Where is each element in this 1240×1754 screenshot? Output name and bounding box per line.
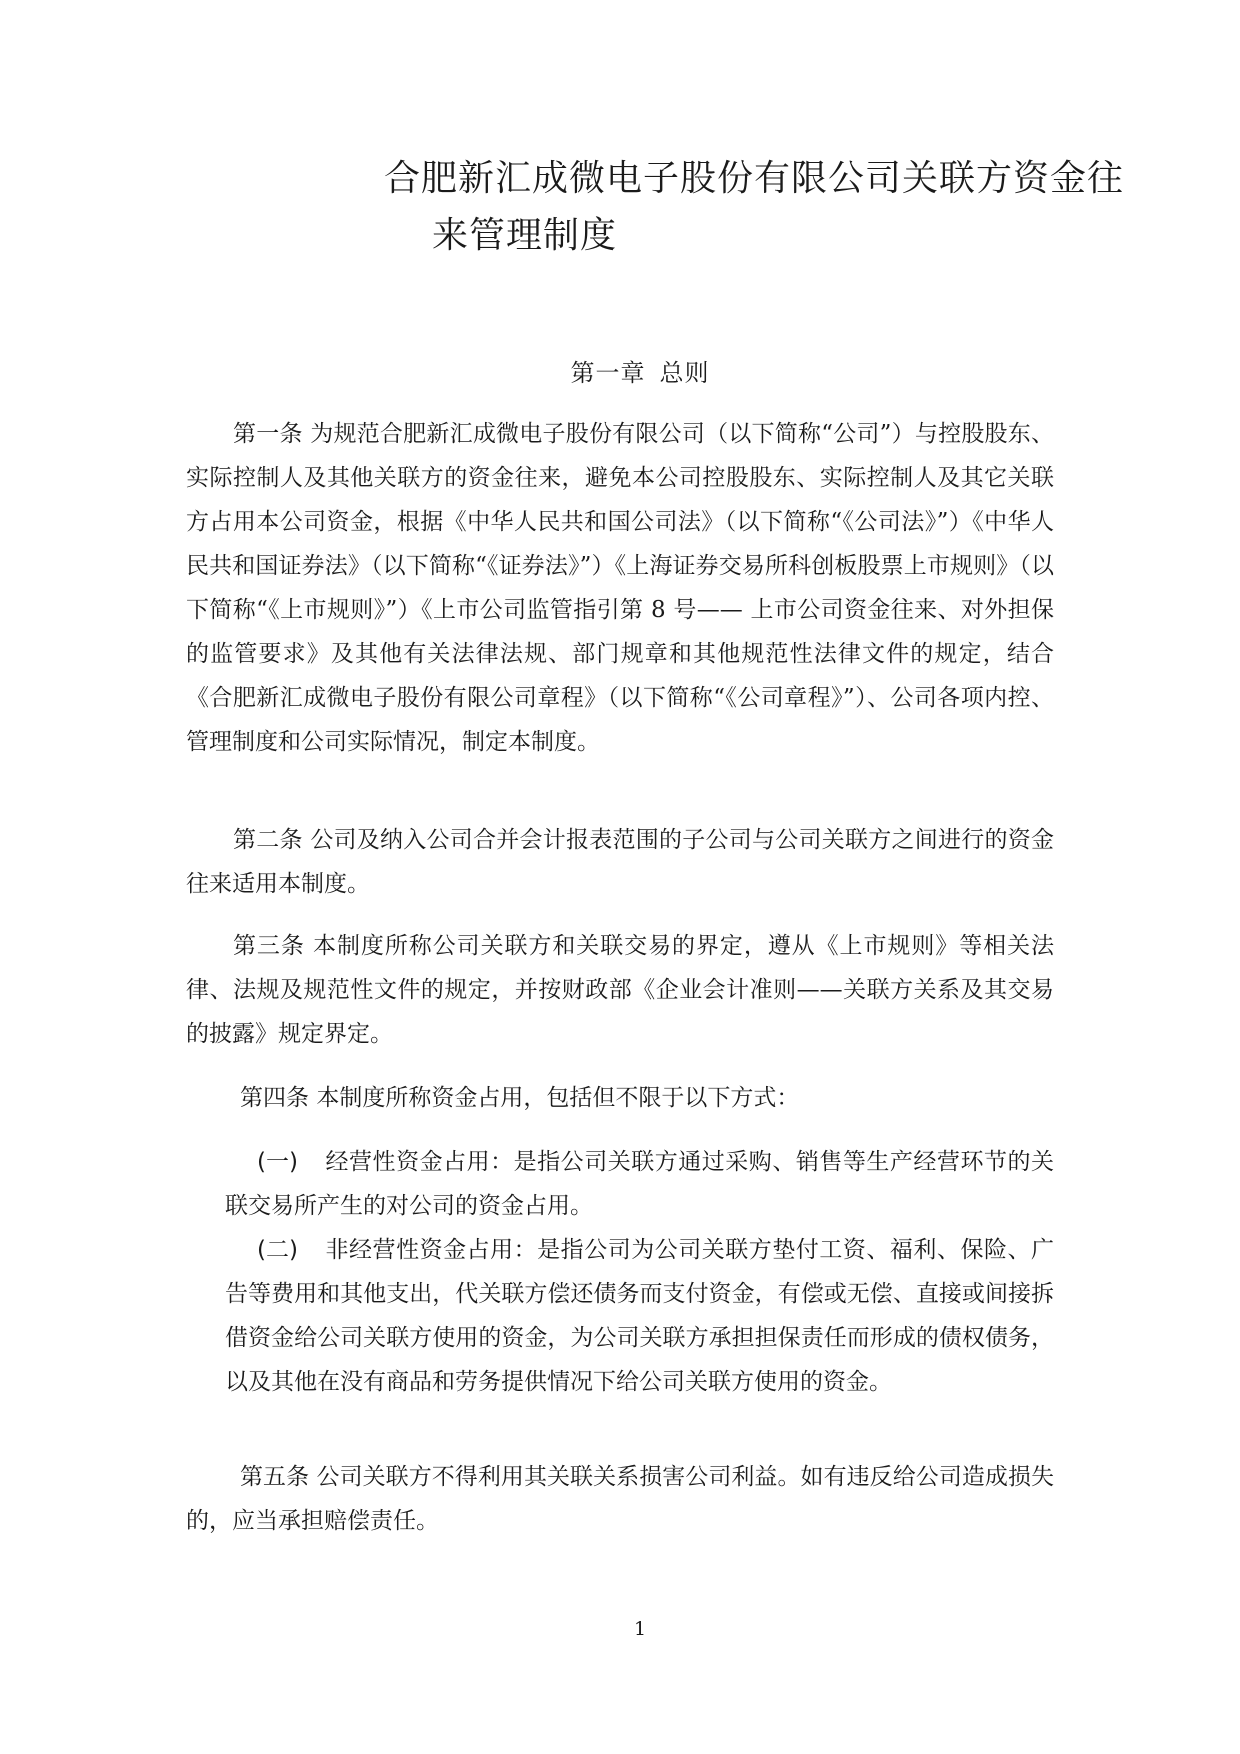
article-label: 第三条	[233, 933, 305, 959]
article-4	[186, 1076, 1054, 1120]
chapter-name: 总则	[659, 359, 710, 387]
article-label: 第一条	[233, 421, 303, 447]
list-item-text: 经营性资金占用：是指公司关联方通过采购、销售等生产经营环节的关联交易所产生的对公司的资金占用。	[225, 1149, 1054, 1219]
article-text: 公司关联方不得利用其关联关系损害公司利益。如有违反给公司造成损失的，应当承担赔偿责任。	[186, 1464, 1055, 1534]
list-item-marker: (二)	[257, 1237, 298, 1263]
document-title-line-2: 来管理制度	[432, 215, 618, 256]
article-5	[186, 1455, 1054, 1543]
article-2	[186, 818, 1054, 906]
list-item-text: 非经营性资金占用：是指公司为公司关联方垫付工资、福利、保险、广告等费用和其他支出，代关联方偿还债务而支付资金，有偿或无偿、直接或间接拆借资金给公司关联方使用的资金，为公司关联方承担担保责任而形成的债权债务，以及其他在没有商品和劳务提供情况下给公司关联方使用的资金。	[225, 1237, 1054, 1395]
article-3	[186, 924, 1054, 1056]
list-item-marker: (一)	[257, 1149, 298, 1175]
article-label: 第四条	[240, 1085, 309, 1111]
article-text: 公司及纳入公司合并会计报表范围的子公司与公司关联方之间进行的资金往来适用本制度。	[186, 827, 1055, 897]
chapter-number: 第一章	[570, 359, 646, 387]
article-1	[186, 412, 1054, 764]
list-item	[225, 1140, 1054, 1228]
list-item	[225, 1228, 1054, 1404]
article-label: 第二条	[233, 827, 303, 853]
page-number: 1	[633, 1618, 647, 1640]
article-text: 本制度所称资金占用，包括但不限于以下方式：	[316, 1085, 800, 1111]
document-title-line-1: 合肥新汇成微电子股份有限公司关联方资金往	[384, 158, 1125, 199]
article-text: 为规范合肥新汇成微电子股份有限公司（以下简称“公司”）与控股股东、实际控制人及其他关联方的资金往来，避免本公司控股股东、实际控制人及其它关联方占用本公司资金，根据《中华人民共和国公司法》（以下简称“《公司法》”）《中华人民共和国证券法》（以下简称“《证券法》”）《上海证券交易所科创板股票上市规则》（以下简称“《上市规则》”）《上市公司监管指引第 8 号—— 上市公司资金往来、对外担保的监管要求》及其他有关法律法规、部门规章和其他规范性法律文件的规定，结合《合肥新汇成微电子股份有限公司章程》（以下简称“《公司章程》”）、公司各项内控、管理制度和公司实际情况，制定本制度。	[186, 421, 1055, 755]
article-label: 第五条	[240, 1464, 310, 1490]
chapter-heading	[0, 353, 1240, 388]
article-text: 本制度所称公司关联方和关联交易的界定，遵从《上市规则》等相关法律、法规及规范性文件的规定，并按财政部《企业会计准则——关联方关系及其交易的披露》规定界定。	[186, 933, 1055, 1047]
